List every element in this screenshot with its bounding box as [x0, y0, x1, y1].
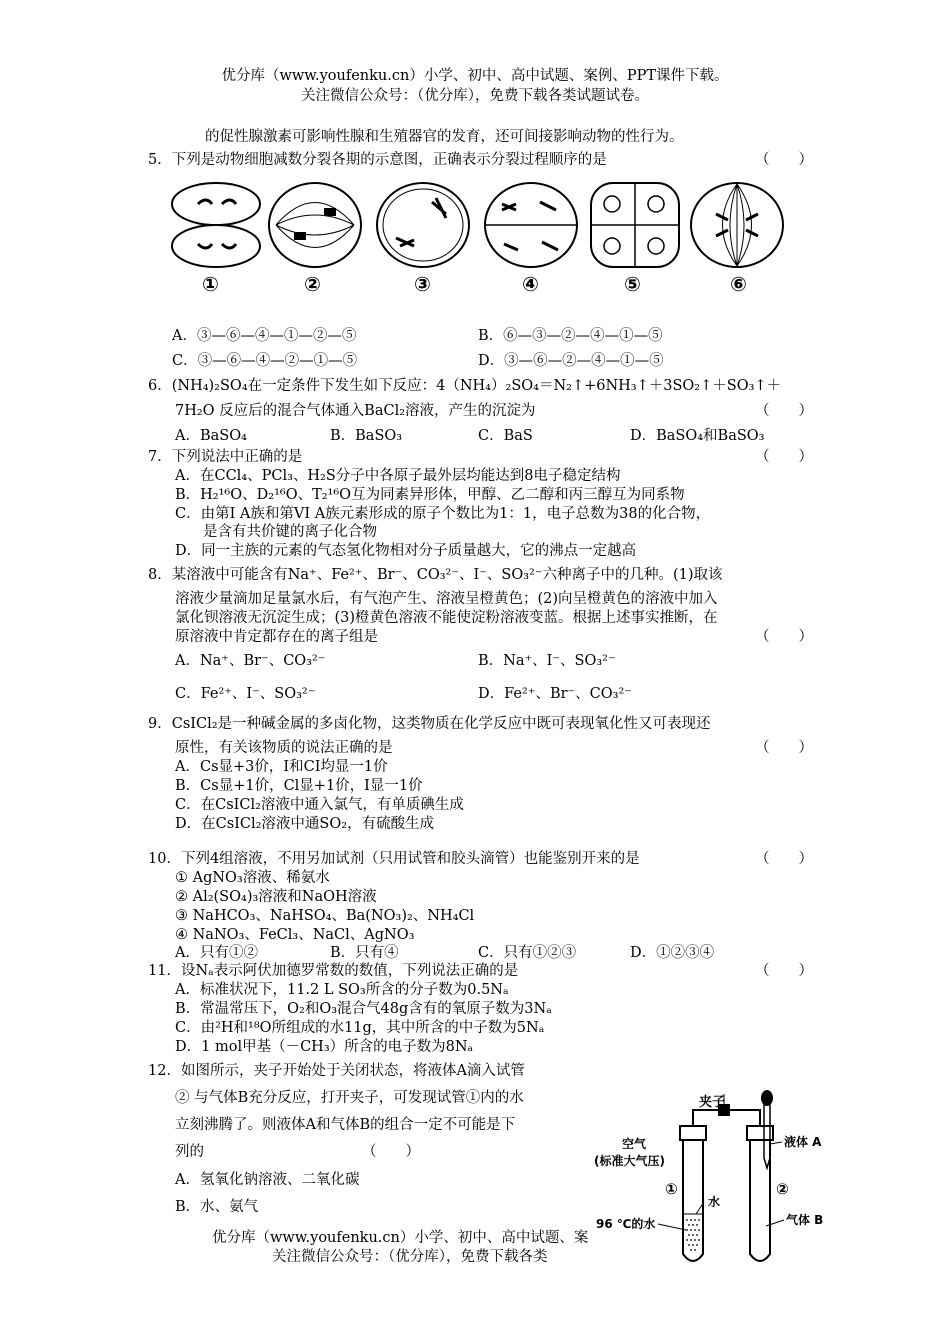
q8-line-2: 溶液少量滴加足量氯水后，有气泡产生、溶液呈橙黄色；(2)向呈橙黄色的溶液中加入	[175, 591, 718, 607]
q11-answer-paren: （ ）	[755, 963, 813, 979]
q7-option-c-line-2: 是含有共价键的离子化合物	[203, 524, 377, 540]
q12-line-3: 立刻沸腾了。则液体A和气体B的组合一定不可能是下	[175, 1117, 516, 1133]
cell-1-drawing	[168, 180, 264, 270]
cell-3-drawing	[374, 180, 472, 270]
q8-option-d: D．Fe²⁺、Br⁻、CO₃²⁻	[478, 686, 632, 702]
q10-item-2: ② Al₂(SO₄)₃溶液和NaOH溶液	[175, 889, 377, 905]
q5-stem: 5．下列是动物细胞减数分裂各期的示意图，正确表示分裂过程顺序的是	[148, 152, 607, 168]
q8-answer-paren: （ ）	[755, 629, 813, 645]
q12-line-2: ② 与气体B充分反应，打开夹子，可发现试管①内的水	[175, 1090, 524, 1106]
q12-option-a: A．氢氧化钠溶液、二氧化碳	[175, 1172, 360, 1188]
q8-option-a: A．Na⁺、Br⁻、CO₃²⁻	[175, 653, 326, 669]
q7-option-c-line-1: C．由第Ⅰ A族和第VI A族元素形成的原子个数比为1：1，电子总数为38的化合物，	[175, 506, 711, 522]
cell-label-5: ⑤	[624, 272, 641, 296]
q10-option-b: B．只有④	[330, 945, 399, 961]
label-tube-1: ①	[665, 1180, 678, 1198]
q6-option-a: A．BaSO₄	[175, 428, 247, 444]
q9-option-d: D．在CsICl₂溶液中通SO₂，有硫酸生成	[175, 816, 435, 832]
q5-answer-paren: （ ）	[755, 152, 813, 168]
q7-answer-paren: （ ）	[755, 449, 813, 465]
q6-line-1: 6．(NH₄)₂SO₄在一定条件下发生如下反应：4（NH₄）₂SO₄＝N₂↑+6NH₃↑＋3SO₂↑＋SO₃↑＋	[148, 378, 782, 394]
q7-option-b: B．H₂¹⁶O、D₂¹⁶O、T₂¹⁶O互为同素异形体，甲醇、乙二醇和丙三醇互为同系物	[175, 487, 685, 503]
footer-line-2: 关注微信公众号：（优分库），免费下载各类	[272, 1249, 548, 1265]
q5-option-a: A．③—⑥—④—①—②—⑤	[172, 328, 357, 344]
q5-option-d: D．③—⑥—②—④—①—⑤	[478, 353, 664, 369]
footer-line-1: 优分库（www.youfenku.cn）小学、初中、高中试题、案	[212, 1230, 589, 1246]
q9-answer-paren: （ ）	[755, 740, 813, 756]
q8-line-4: 原溶液中肯定都存在的离子组是	[175, 629, 378, 645]
q6-option-b: B．BaSO₃	[330, 428, 403, 444]
q6-option-c: C．BaS	[478, 428, 533, 444]
q10-option-a: A．只有①②	[175, 945, 258, 961]
cell-label-3: ③	[414, 272, 431, 296]
q8-line-3: 氯化钡溶液无沉淀生成；(3)橙黄色溶液不能使淀粉溶液变蓝。根据上述事实推断，在	[175, 610, 718, 626]
label-water: 水	[708, 1195, 721, 1209]
q9-option-b: B．Cs显+1价，Cl显+1价，I显一1价	[175, 778, 423, 794]
q7-option-a: A．在CCl₄、PCl₃、H₂S分子中各原子最外层均能达到8电子稳定结构	[175, 468, 621, 484]
header-line-1: 优分库（www.youfenku.cn）小学、初中、高中试题、案例、PPT课件下载。	[221, 68, 729, 84]
label-hot-water: 96 ℃的水	[596, 1217, 656, 1231]
cell-2-drawing	[266, 180, 364, 270]
q9-line-1: 9．CsICl₂是一种碱金属的多卤化物，这类物质在化学反应中既可表现氧化性又可表现还	[148, 716, 711, 732]
tube-2	[750, 1140, 770, 1261]
label-tube-2: ②	[776, 1180, 789, 1198]
dropper-bulb	[761, 1090, 773, 1106]
q12-line-4: 列的	[175, 1144, 204, 1160]
q11-stem: 11．设Nₐ表示阿伏加德罗常数的数值，下列说法正确的是	[148, 963, 519, 979]
cell-label-2: ②	[304, 272, 321, 296]
label-air-pressure: (标准大气压)	[594, 1154, 665, 1168]
intro-line: 的促性腺激素可影响性腺和生殖器官的发育，还可间接影响动物的性行为。	[205, 129, 684, 145]
q11-option-a: A．标准状况下，11.2 L SO₃所含的分子数为0.5Nₐ	[175, 982, 509, 998]
cell-label-1: ①	[202, 272, 219, 296]
q11-option-b: B．常温常压下，O₂和O₃混合气48g含有的氧原子数为3Nₐ	[175, 1001, 552, 1017]
label-liquid-a: 液体 A	[784, 1135, 822, 1149]
cell-4-drawing	[482, 180, 580, 270]
stopper-1	[680, 1126, 706, 1140]
q10-stem: 10．下列4组溶液，不用另加试剂（只用试管和胶头滴管）也能鉴别开来的是	[148, 851, 640, 867]
q7-stem: 7．下列说法中正确的是	[148, 449, 303, 465]
label-gas-b: 气体 B	[786, 1213, 824, 1227]
cell-label-4: ④	[522, 272, 539, 296]
q8-option-b: B．Na⁺、I⁻、SO₃²⁻	[478, 653, 616, 669]
q8-line-1: 8．某溶液中可能含有Na⁺、Fe²⁺、Br⁻、CO₃²⁻、I⁻、SO₃²⁻六种离子中的几种。(1)取该	[148, 567, 723, 583]
label-air: 空气	[622, 1137, 647, 1151]
q10-option-d: D．①②③④	[630, 945, 715, 961]
stopper-2	[747, 1126, 773, 1140]
q5-option-c: C．③—⑥—④—②—①—⑤	[172, 353, 358, 369]
q9-option-a: A．Cs显+3价，I和CI均显一1价	[175, 759, 388, 775]
q12-line-1: 12．如图所示，夹子开始处于关闭状态，将液体A滴入试管	[148, 1063, 525, 1079]
q10-item-1: ① AgNO₃溶液、稀氨水	[175, 870, 330, 886]
q9-line-2: 原性，有关该物质的说法正确的是	[175, 740, 393, 756]
q10-option-c: C．只有①②③	[478, 945, 577, 961]
q10-item-4: ④ NaNO₃、FeCl₃、NaCl、AgNO₃	[175, 927, 415, 943]
q9-option-c: C．在CsICl₂溶液中通入氯气，有单质碘生成	[175, 797, 464, 813]
q11-option-d: D．1 mol甲基（－CH₃）所含的电子数为8Nₐ	[175, 1039, 474, 1055]
q5-option-b: B．⑥—③—②—④—①—⑤	[478, 328, 663, 344]
cell-5-drawing	[588, 180, 682, 270]
q6-answer-paren: （ ）	[755, 403, 813, 419]
label-clip: 夹子	[698, 1095, 726, 1110]
header-line-2: 关注微信公众号：（优分库），免费下载各类试题试卷。	[301, 88, 649, 104]
q11-option-c: C．由²H和¹⁸O所组成的水11g，其中所含的中子数为5Nₐ	[175, 1020, 545, 1036]
cell-label-6: ⑥	[730, 272, 747, 296]
q12-answer-paren: （ ）	[362, 1144, 420, 1160]
q6-option-d: D．BaSO₄和BaSO₃	[630, 428, 765, 444]
cell-6-drawing	[688, 180, 786, 270]
q8-option-c: C．Fe²⁺、I⁻、SO₃²⁻	[175, 686, 316, 702]
q10-item-3: ③ NaHCO₃、NaHSO₄、Ba(NO₃)₂、NH₄Cl	[175, 908, 475, 924]
q10-answer-paren: （ ）	[755, 851, 813, 867]
q6-line-2: 7H₂O 反应后的混合气体通入BaCl₂溶液，产生的沉淀为	[175, 403, 536, 419]
q12-option-b: B．水、氨气	[175, 1199, 259, 1215]
apparatus-figure	[590, 1088, 840, 1274]
q7-option-d: D．同一主族的元素的气态氢化物相对分子质量越大，它的沸点一定越高	[175, 543, 637, 559]
